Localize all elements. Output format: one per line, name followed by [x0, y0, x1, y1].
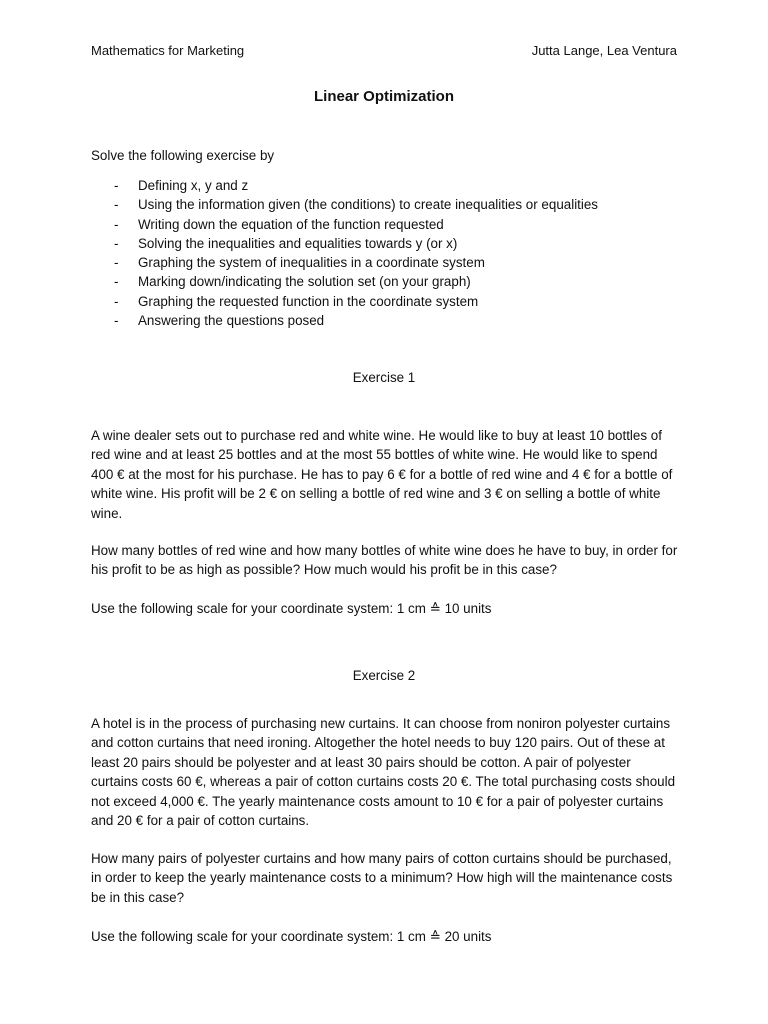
exercise-2-question: How many pairs of polyester curtains and how many pairs of cotton curtains should be purchased, in order to keep the yearly maintenance costs to a minimum? How high will the maintenance costs be in this case? [91, 851, 673, 905]
instruction-step: - Answering the questions posed [91, 311, 598, 330]
header-authors: Jutta Lange, Lea Ventura [531, 43, 677, 58]
exercise-2-scale: Use the following scale for your coordinate system: 1 cm ≙ 20 units [91, 929, 492, 944]
instruction-step: - Graphing the system of inequalities in a coordinate system [91, 253, 598, 272]
instruction-step: - Writing down the equation of the function requested [91, 215, 598, 234]
step-bullet: - [114, 274, 119, 290]
exercise-1-scale: Use the following scale for your coordinate system: 1 cm ≙ 10 units [91, 601, 492, 616]
instruction-step: - Marking down/indicating the solution set (on your graph) [91, 272, 598, 291]
instruction-step: - Solving the inequalities and equalities towards y (or x) [91, 234, 598, 253]
step-bullet: - [114, 216, 119, 232]
header-course: Mathematics for Marketing [91, 43, 245, 58]
exercise-2-heading: Exercise 2 [352, 668, 416, 683]
exercise-1-heading: Exercise 1 [352, 370, 416, 385]
instruction-steps-list [91, 176, 598, 330]
step-bullet: - [114, 235, 119, 251]
step-bullet: - [114, 197, 119, 213]
instruction-step: - Using the information given (the conditions) to create inequalities or equalities [91, 195, 598, 214]
step-bullet: - [114, 255, 119, 271]
instructions-intro: Solve the following exercise by [91, 148, 275, 163]
page-header [91, 43, 677, 58]
instruction-step: - Graphing the requested function in the coordinate system [91, 292, 598, 311]
instruction-step: - Defining x, y and z [91, 176, 598, 195]
step-bullet: - [114, 178, 119, 193]
exercise-2-problem: A hotel is in the process of purchasing new curtains. It can choose from noniron polyester curtains and cotton curtains that need ironing. Altogether the hotel needs to buy 120 pairs. Out of these at least 20 pairs should be polyester and at least 30 pairs should be cotton. A pair of polyester curtains costs 60 €, whereas a pair of cotton curtains costs 20 €. The total purchasing costs should not exceed 4,000 €. The yearly maintenance costs amount to 10 € for a pair of polyester curtains and 20 € for a pair of cotton curtains. [91, 716, 676, 829]
page-title: Linear Optimization [313, 88, 454, 105]
step-bullet: - [114, 313, 119, 329]
step-bullet: - [114, 293, 119, 309]
exercise-1-question: How many bottles of red wine and how many bottles of white wine does he have to buy, in order for his profit to be as high as possible? How much would his profit be in this case? [91, 543, 678, 578]
exercise-1-problem: A wine dealer sets out to purchase red and white wine. He would like to buy at least 10 bottles of red wine and at least 25 bottles and at the most 55 bottles of white wine. He would like to spend 400 € at the most for his purchase. He has to pay 6 € for a bottle of red wine and 4 € for a bottle of white wine. His profit will be 2 € on selling a bottle of red wine and 3 € on selling a bottle of white wine. [91, 428, 673, 521]
